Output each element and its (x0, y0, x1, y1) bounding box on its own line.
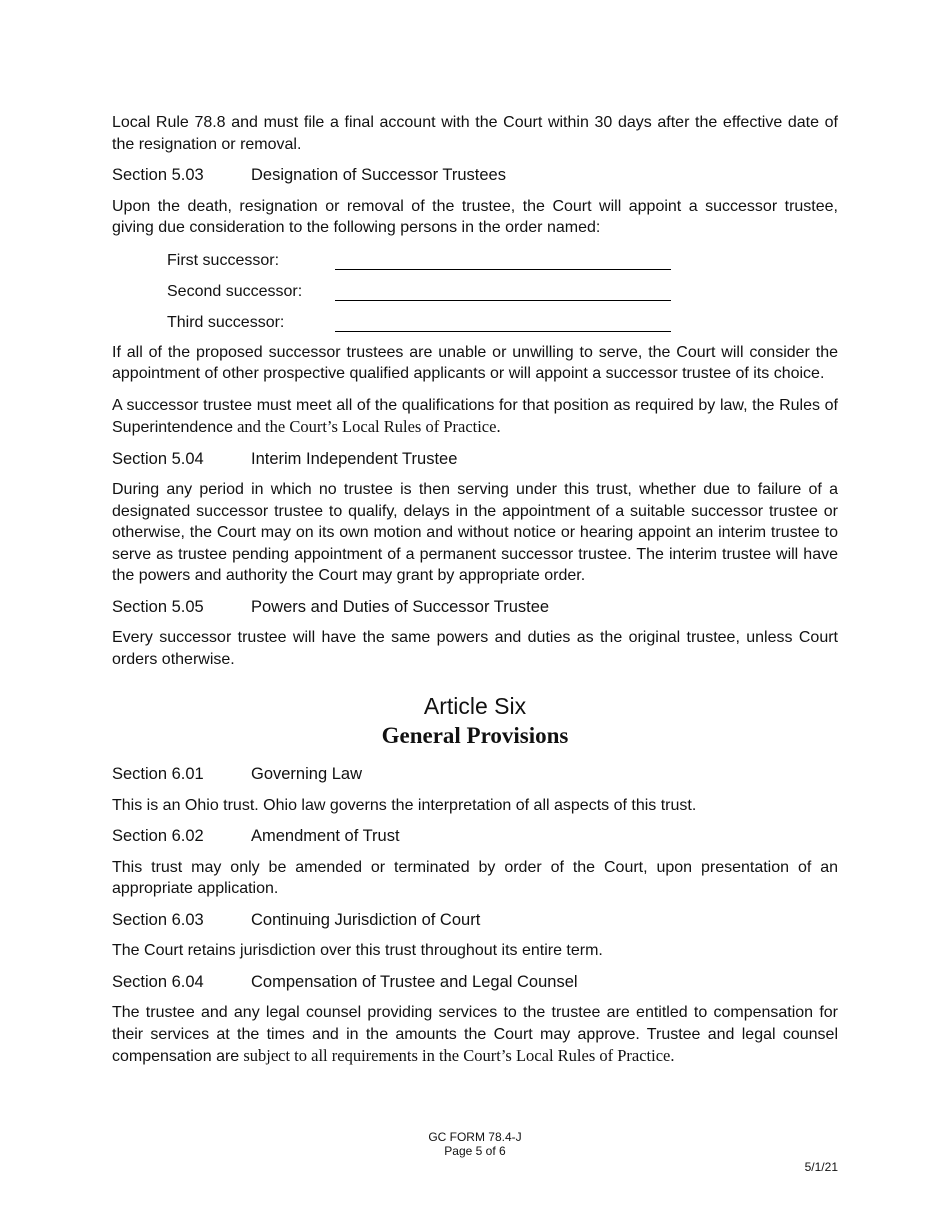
successor-label: First successor: (167, 251, 280, 269)
section-title: Designation of Successor Trustees (251, 166, 506, 184)
revision-date: 5/1/21 (804, 1160, 838, 1174)
section-6-04-heading (112, 972, 838, 994)
paragraph-text: A successor trustee must meet all of the qualifications for that position as required by law, the Rules of Superintendence (112, 396, 838, 436)
page-footer (0, 1130, 950, 1158)
section-6-01-heading (112, 764, 838, 786)
successor-blank-field[interactable] (335, 286, 671, 301)
paragraph-text-serif: subject to all requirements in the Court’s Local Rules of Practice. (239, 1046, 675, 1065)
section-number: Section 6.03 (112, 910, 204, 929)
section-5-03-paragraph-2: If all of the proposed successor trustees are unable or unwilling to serve, the Court will consider the appointment of other prospective qualified applicants or will appoint a successor trustee of its choice. (112, 343, 838, 382)
section-5-05-paragraph: Every successor trustee will have the same powers and duties as the original trustee, unless Court orders otherwise. (112, 629, 838, 668)
section-6-02-paragraph: This trust may only be amended or terminated by order of the Court, upon presentation of an appropriate application. (112, 858, 838, 897)
section-number: Section 6.01 (112, 765, 204, 783)
section-number: Section 5.03 (112, 166, 204, 184)
section-5-04-paragraph: During any period in which no trustee is then serving under this trust, whether due to failure of a designated successor trustee to qualify, delays in the appointment of a suitable successor trustee or otherwise, the Court may on its own motion and without notice or hearing appoint an interim trustee to serve as trustee pending appointment of a permanent successor trustee. The interim trustee will have the powers and authority the Court may grant by appropriate order. (112, 481, 838, 584)
form-number: GC FORM 78.4-J (428, 1130, 522, 1144)
article-subtitle: General Provisions (381, 723, 569, 748)
section-5-03-paragraph-3 (112, 395, 838, 439)
section-6-02-heading (112, 826, 838, 848)
successor-line-second (167, 280, 838, 301)
section-title: Amendment of Trust (251, 827, 400, 845)
section-number: Section 5.04 (112, 449, 204, 468)
successor-line-first (167, 249, 838, 270)
paragraph-text: The trustee and any legal counsel providing services to the trustee are entitled to compensation for their services at the times and in the amounts the Court may approve. Trustee and legal counsel compensation are (112, 1004, 838, 1065)
section-number: Section 5.05 (112, 597, 204, 616)
section-6-01-paragraph: This is an Ohio trust. Ohio law governs the interpretation of all aspects of this trust. (112, 796, 697, 814)
section-title: Governing Law (251, 765, 362, 783)
paragraph-text-serif: and the Court’s Local Rules of Practice. (232, 417, 501, 436)
document-page (112, 112, 838, 1078)
section-5-02-continuation: Local Rule 78.8 and must file a final account with the Court within 30 days after the effective date of the resignation or removal. (112, 114, 838, 153)
section-title: Interim Independent Trustee (251, 449, 458, 468)
section-title: Powers and Duties of Successor Trustee (251, 597, 550, 616)
successor-label: Second successor: (167, 282, 303, 300)
section-title: Compensation of Trustee and Legal Counsel (251, 972, 578, 991)
section-title: Continuing Jurisdiction of Court (251, 910, 481, 929)
section-number: Section 6.02 (112, 827, 204, 845)
successor-line-third (167, 311, 838, 332)
successor-blank-field[interactable] (335, 255, 671, 270)
article-title: Article Six (423, 693, 527, 719)
section-5-03-paragraph-1: Upon the death, resignation or removal of the trustee, the Court will appoint a successor trustee, giving due consideration to the following persons in the order named: (112, 197, 838, 236)
page-number: Page 5 of 6 (444, 1144, 506, 1158)
successor-label: Third successor: (167, 313, 285, 331)
successor-blank-field[interactable] (335, 317, 671, 332)
section-6-03-heading (112, 910, 838, 932)
section-6-03-paragraph: The Court retains jurisdiction over this trust throughout its entire term. (112, 942, 603, 959)
section-5-04-heading (112, 449, 838, 471)
section-6-04-paragraph (112, 1002, 838, 1068)
section-number: Section 6.04 (112, 972, 204, 991)
section-5-03-heading (112, 165, 838, 187)
section-5-05-heading (112, 597, 838, 619)
